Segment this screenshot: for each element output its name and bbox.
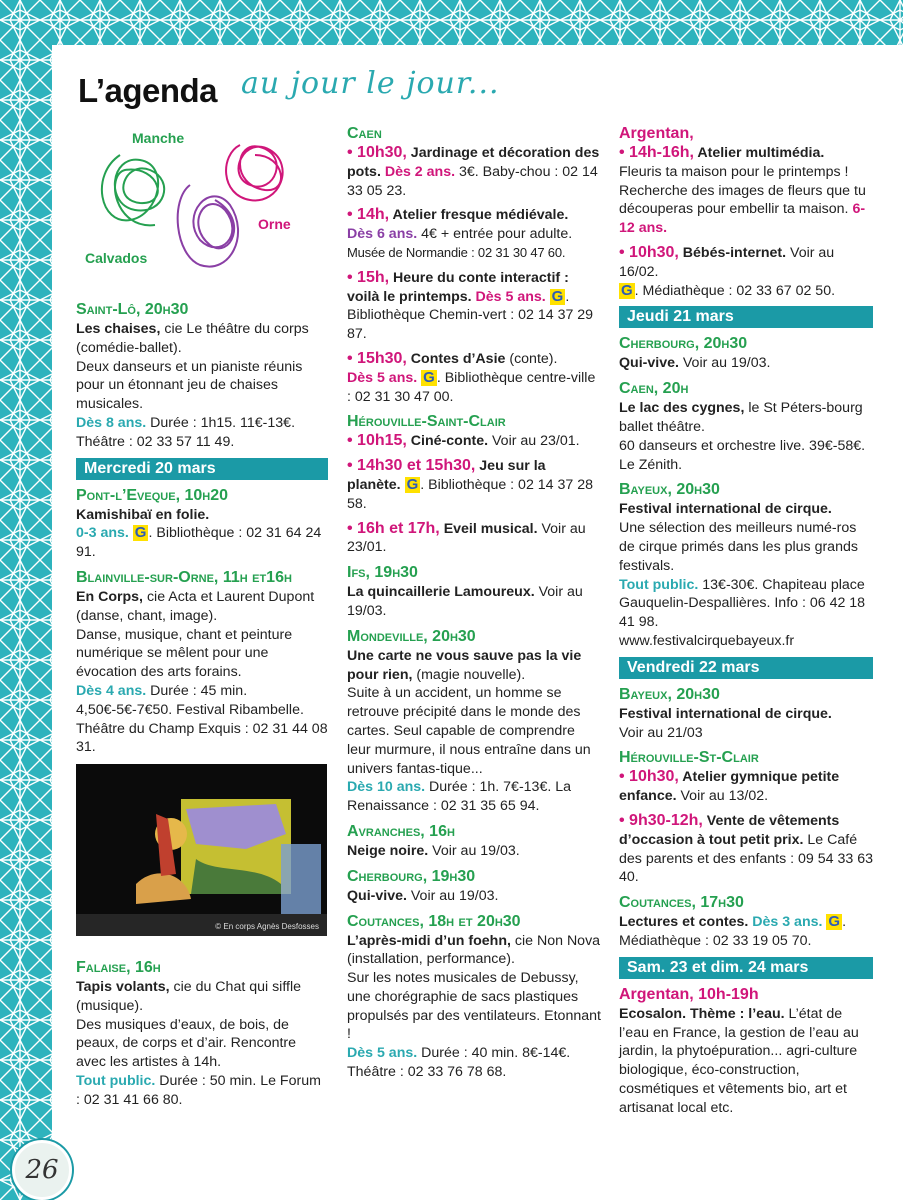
event-info-2: . Médiathèque : 02 33 67 02 50. [634, 282, 836, 299]
event-title: Atelier multimédia. [693, 145, 825, 161]
event-place: Cherbourg, 20h30 [619, 335, 748, 353]
event-place: Mondeville, 20h30 [347, 627, 476, 645]
event-age: Dès 6 ans. [347, 226, 418, 243]
event-info: . Médiathèque : 02 33 19 05 70. [619, 914, 847, 949]
event-entry [347, 269, 601, 344]
event-entry [76, 568, 328, 757]
event-info-2: Musée de Normandie : 02 31 30 47 60. [347, 244, 566, 260]
day-header: Sam. 23 et dim. 24 mars [619, 957, 873, 979]
map-label-orne: Orne [258, 216, 291, 232]
event-entry [619, 244, 873, 300]
event-description: Sur les notes musicales de Debussy, une chorégraphie de sacs plastiques propulsés par des ventilateurs. Etonnant ! [347, 970, 601, 1043]
event-title: Le lac des cygnes, [619, 400, 745, 417]
event-info: Voir au 21/03 [619, 724, 703, 741]
event-place: Argentan, 10h-19h [619, 985, 759, 1003]
free-badge: G [621, 281, 633, 299]
event-place: Caen, 20h [619, 380, 689, 398]
event-time: • 14h-16h, [619, 144, 694, 161]
event-info: . Bibliothèque : 02 31 64 24 91. [76, 525, 322, 561]
event-info: 13€-30€. Chapiteau place Gauquelin-Despallières. Info : 06 42 18 41 98. [619, 576, 866, 631]
agenda-column-2 [347, 124, 601, 1088]
event-text: (conte). [505, 350, 558, 367]
event-entry [347, 867, 601, 906]
event-age: 0-3 ans. [76, 525, 129, 542]
event-info: Durée : 1h15. 11€-13€. Théâtre : 02 33 57 11 49. [76, 414, 296, 450]
calvados-scribble [178, 185, 238, 267]
event-entry [619, 768, 873, 806]
event-info: Voir au 19/03. [428, 842, 520, 859]
event-info: 3€. Baby-chou : 02 14 33 05 23. [347, 163, 598, 199]
event-place: Coutances, 17h30 [619, 894, 744, 912]
photo-credit: © En corps Agnès Desfosses [215, 922, 319, 931]
event-place: Blainville-sur-Orne, 11h et16h [76, 568, 292, 586]
event-title: En Corps, [76, 588, 144, 605]
event-age: Tout public. [619, 576, 699, 593]
free-badge: G [551, 287, 564, 305]
event-entry [347, 822, 601, 861]
event-title: Ecosalon. Thème : l’eau. [619, 1005, 785, 1022]
event-title: Neige noire. [347, 842, 429, 859]
event-time: • 14h, [347, 206, 390, 224]
event-info: . Bibliothèque Chemin-vert : 02 14 37 29 87. [347, 288, 594, 343]
city-header: Hérouville-Saint-Clair [347, 413, 506, 431]
orne-scribble [226, 145, 283, 200]
event-entry [76, 958, 328, 1110]
free-badge: G [423, 368, 435, 386]
event-place: Pont-l’Eveque, 10h20 [76, 486, 228, 504]
event-time: • 9h30-12h, [619, 811, 703, 829]
event-entry [619, 379, 873, 474]
event-info: 4€ + entrée pour adulte. [417, 226, 573, 243]
event-title: Jardinage et décoration des pots. [347, 145, 600, 180]
event-title: Une carte ne vous sauve pas la vie pour rien, [347, 647, 582, 683]
event-place: Ifs, 19h30 [347, 564, 418, 582]
event-entry [347, 350, 601, 406]
event-info: L’état de l’eau en France, la gestion de l’eau au jardin, la phytoépuration... agri-culture biologique, éco-construction, cosmétiques et vêtements bio, art et artisanat local etc. [619, 1005, 859, 1116]
city-header: Argentan, [619, 125, 694, 142]
event-title: Contes d’Asie [406, 350, 506, 367]
manche-scribble [102, 155, 164, 225]
event-entry [347, 627, 601, 816]
event-info: Durée : 45 min. 4,50€-5€-7€50. Festival Ribambelle. Théâtre du Champ Exquis : 02 31 44 08 31. [76, 682, 328, 756]
city-header: Hérouville-St-Clair [619, 749, 759, 767]
event-entry [619, 685, 873, 743]
event-place: Falaise, 16h [76, 959, 161, 976]
event-text: (magie nouvelle). [412, 666, 526, 683]
event-age: Dès 3 ans. [748, 914, 823, 931]
agenda-column-3 [619, 124, 873, 1123]
event-time: • 10h30, [619, 243, 679, 261]
event-website[interactable]: www.festivalcirquebayeux.fr [619, 632, 795, 649]
event-info: Durée : 50 min. Le Forum : 02 31 41 66 80. [76, 1072, 321, 1108]
event-entry [347, 520, 601, 558]
event-title: Les chaises, [76, 321, 161, 337]
event-age: Dès 2 ans. [380, 163, 456, 180]
page-title: L’agenda [78, 72, 218, 109]
event-entry [76, 486, 328, 562]
event-info: Durée : 40 min. 8€-14€. Théâtre : 02 33 76 78 68. [347, 1045, 571, 1081]
page-subtitle: au jour le jour... [241, 66, 500, 101]
event-place: Bayeux, 20h30 [619, 685, 720, 703]
event-info: Voir au 19/03. [347, 584, 583, 619]
event-time: • 15h, [347, 268, 390, 286]
event-title: Qui-vive. [619, 355, 679, 372]
event-text: cie du Chat qui siffle (musique). [76, 979, 302, 1014]
event-time: • 15h30, [347, 349, 407, 367]
event-info: . Bibliothèque centre-ville : 02 31 30 47 00. [347, 369, 596, 405]
event-title: Eveil musical. [439, 520, 538, 537]
event-title: Qui-vive. [347, 887, 407, 904]
event-title: Bébés-internet. [678, 244, 787, 261]
event-info: Voir au 16/02. [619, 244, 835, 280]
event-place: Cherbourg, 19h30 [347, 867, 476, 885]
region-map [80, 125, 315, 275]
event-description: Danse, musique, chant et peinture numérique se mêlent pour une évocation des arts forains. [76, 626, 293, 681]
map-label-calvados: Calvados [85, 250, 148, 266]
event-text: cie Acta et Laurent Dupont (danse, chant, image). [76, 588, 315, 624]
map-label-manche: Manche [132, 130, 185, 146]
event-entry [347, 144, 601, 200]
event-time: • 10h15, [347, 432, 407, 450]
event-entry [619, 893, 873, 951]
event-age: Dès 10 ans. [347, 779, 426, 796]
event-entry [619, 334, 873, 373]
event-text: le St Péters-bourg ballet théâtre. [619, 400, 863, 435]
event-entry [76, 300, 328, 452]
day-header: Vendredi 22 mars [619, 657, 873, 679]
event-title: Jeu sur la planète. [347, 458, 546, 493]
event-title: Heure du conte interactif : voilà le printemps. [347, 269, 569, 305]
free-badge: G [134, 524, 147, 542]
agenda-column-1 [76, 300, 328, 763]
event-description: Deux danseurs et un pianiste réunis pour un étonnant jeu de chaises musicales. [76, 358, 303, 413]
event-title: Festival international de cirque. [619, 705, 832, 722]
day-header: Jeudi 21 mars [619, 306, 873, 328]
event-time: • 16h et 17h, [347, 519, 440, 537]
event-entry [619, 480, 873, 650]
event-description: Fleuris ta maison pour le printemps ! Recherche des images de fleurs que tu découperas pour embellir ta maison. [619, 163, 866, 218]
event-entry [347, 563, 601, 621]
event-time: • 10h30, [347, 144, 407, 161]
free-badge: G [406, 475, 419, 493]
event-title: La quincaillerie Lamoureux. [347, 584, 535, 601]
event-age: Tout public. [76, 1072, 156, 1089]
city-header: Caen [347, 125, 382, 142]
event-text: cie Non Nova (installation, performance). [347, 932, 601, 968]
event-entry [347, 457, 601, 513]
event-description: Une sélection des meilleurs numé-ros de cirque primés dans les plus grands festivals. [619, 520, 858, 574]
event-info: Voir au 23/01. [488, 433, 580, 450]
page-number: 26 [12, 1140, 72, 1200]
event-info: Voir au 13/02. [676, 788, 769, 805]
event-title: Atelier gymnique petite enfance. [619, 769, 840, 805]
agenda-column-1-bottom [76, 958, 328, 1116]
event-time: • 14h30 et 15h30, [347, 457, 476, 475]
event-age: Dès 5 ans. [347, 1045, 418, 1062]
event-age: Dès 8 ans. [76, 414, 147, 431]
event-title: Festival international de cirque. [619, 501, 832, 518]
event-place: Avranches, 16h [347, 822, 455, 840]
event-place: Saint-Lô, 20h30 [76, 301, 189, 318]
event-description: 60 danseurs et orchestre live. 39€-58€. Le Zénith. [619, 437, 866, 473]
event-entry [347, 432, 601, 451]
event-place: Coutances, 18h et 20h30 [347, 912, 521, 930]
event-title: Ciné-conte. [406, 433, 489, 450]
event-title: Tapis volants, [76, 979, 170, 995]
event-time: • 10h30, [619, 768, 679, 786]
event-info: Voir au 23/01. [347, 520, 586, 556]
event-text: cie Le théâtre du corps (comédie-ballet). [76, 321, 309, 356]
event-description: Suite à un accident, un homme se retrouve précipité dans le monde des cartes. Seul capable de comprendre leur murmure, il nous entraîne dans un univers fantas-tique... [347, 685, 591, 777]
event-title: Vente de vêtements d’occasion à tout petit prix. [619, 812, 840, 848]
photo-illustration [76, 764, 327, 936]
performance-photo [76, 764, 327, 936]
event-entry [619, 812, 873, 887]
event-info: Voir au 19/03. [406, 887, 499, 904]
day-header: Mercredi 20 mars [76, 458, 328, 480]
event-entry [347, 912, 601, 1082]
event-description: Des musiques d’eaux, de bois, de peaux, de corps et d’air. Rencontre avec les artistes à 14h. [76, 1016, 297, 1071]
event-title: Lectures et contes. [619, 914, 749, 931]
event-age: Dès 5 ans. [471, 288, 546, 305]
event-info: Voir au 19/03. [678, 355, 771, 372]
event-info: Le Café des parents et des enfants : 09 54 33 63 40. [619, 831, 873, 886]
event-entry [347, 206, 601, 262]
event-title: L’après-midi d’un foehn, [347, 932, 511, 949]
event-age: 6-12 ans. [619, 201, 866, 237]
event-age: Dès 5 ans. [347, 369, 418, 386]
event-title: Kamishibaï en folie. [76, 506, 210, 523]
event-info: Durée : 1h. 7€-13€. La Renaissance : 02 31 35 65 94. [347, 779, 572, 815]
event-age: Dès 4 ans. [76, 682, 147, 699]
event-entry [619, 985, 873, 1118]
event-place: Bayeux, 20h30 [619, 481, 720, 499]
event-info: . Bibliothèque : 02 14 37 28 58. [347, 476, 594, 512]
free-badge: G [828, 913, 841, 931]
event-title: Atelier fresque médiévale. [389, 207, 569, 224]
event-entry [619, 144, 873, 238]
